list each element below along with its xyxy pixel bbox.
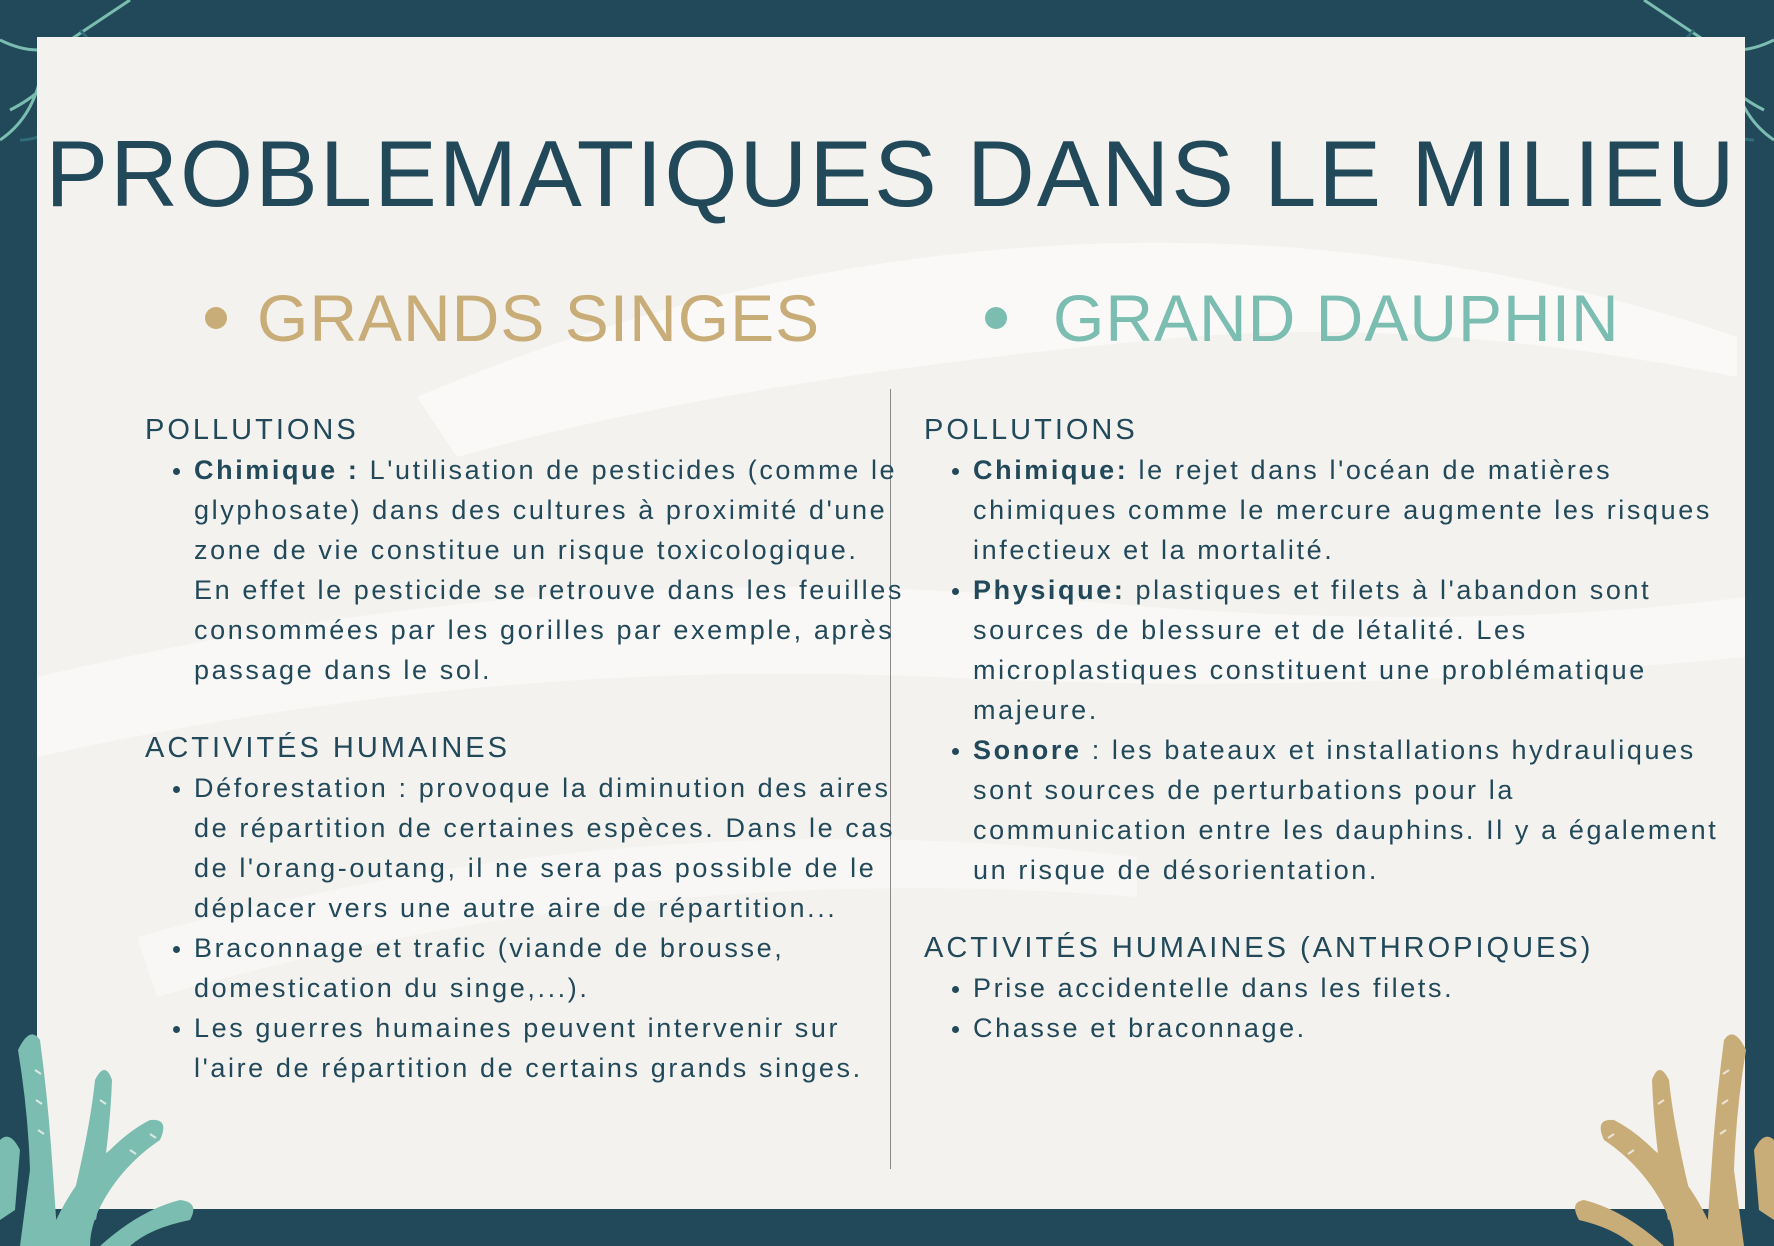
heading-label: GRANDS SINGES — [257, 281, 821, 355]
bullet-list — [145, 768, 905, 1088]
list-item — [194, 1008, 905, 1088]
item-text: le rejet dans l'océan de matières chimiques comme le mercure augmente les risques infectieux et la mortalité. — [973, 455, 1712, 565]
column-grands-singes — [145, 410, 905, 1088]
column-grand-dauphin — [924, 410, 1724, 1048]
coral-icon — [0, 1010, 210, 1246]
bullet-list — [145, 450, 905, 690]
item-bold-label: Sonore — [973, 735, 1082, 765]
item-text: Braconnage et trafic (viande de brousse, domestication du singe,...). — [194, 933, 785, 1003]
section-title: POLLUTIONS — [924, 414, 1138, 446]
page-title: PROBLEMATIQUES DANS LE MILIEU — [45, 121, 1737, 226]
list-item — [194, 450, 905, 690]
item-text: L'utilisation de pesticides (comme le glyphosate) dans des cultures à proximité d'une zone de vie constitue un risque toxicologique. En effet le pesticide se retrouve dans les feuilles consommées par les gorilles par exemple, après passage dans le sol. — [194, 455, 904, 685]
bullet-dot-icon — [205, 307, 227, 329]
list-item — [194, 768, 905, 928]
bullet-dot-icon — [985, 307, 1007, 329]
list-item — [194, 928, 905, 1008]
item-bold-label: Physique: — [973, 575, 1126, 605]
item-text: Les guerres humaines peuvent intervenir sur l'aire de répartition de certains grands singes. — [194, 1013, 863, 1083]
item-text: : les bateaux et installations hydrauliques sont sources de perturbations pour la communication entre les dauphins. Il y a également un risque de désorientation. — [973, 735, 1719, 885]
item-text: Déforestation : provoque la diminution des aires de répartition de certaines espèces. Dans le cas de l'orang-outang, il ne sera pas possible de le déplacer vers une autre aire de répartition... — [194, 773, 896, 923]
heading-label: GRAND DAUPHIN — [1053, 281, 1620, 355]
section-title: POLLUTIONS — [145, 414, 359, 446]
section-title: ACTIVITÉS HUMAINES — [145, 732, 510, 764]
heading-grand-dauphin — [985, 281, 1620, 355]
heading-grands-singes — [205, 281, 821, 355]
poster-page — [37, 37, 1745, 1209]
list-item — [973, 730, 1724, 890]
list-item — [973, 570, 1724, 730]
bullet-list — [924, 450, 1724, 890]
item-bold-label: Chimique : — [194, 455, 360, 485]
item-text: plastiques et filets à l'abandon sont sources de blessure et de létalité. Les microplastiques constituent une problématique majeure. — [973, 575, 1652, 725]
item-text: Chasse et braconnage. — [973, 1013, 1307, 1043]
list-item — [973, 968, 1724, 1008]
section-title: ACTIVITÉS HUMAINES (ANTHROPIQUES) — [924, 932, 1594, 964]
list-item — [973, 450, 1724, 570]
coral-icon — [1574, 1010, 1774, 1246]
item-text: Prise accidentelle dans les filets. — [973, 973, 1455, 1003]
item-bold-label: Chimique: — [973, 455, 1129, 485]
